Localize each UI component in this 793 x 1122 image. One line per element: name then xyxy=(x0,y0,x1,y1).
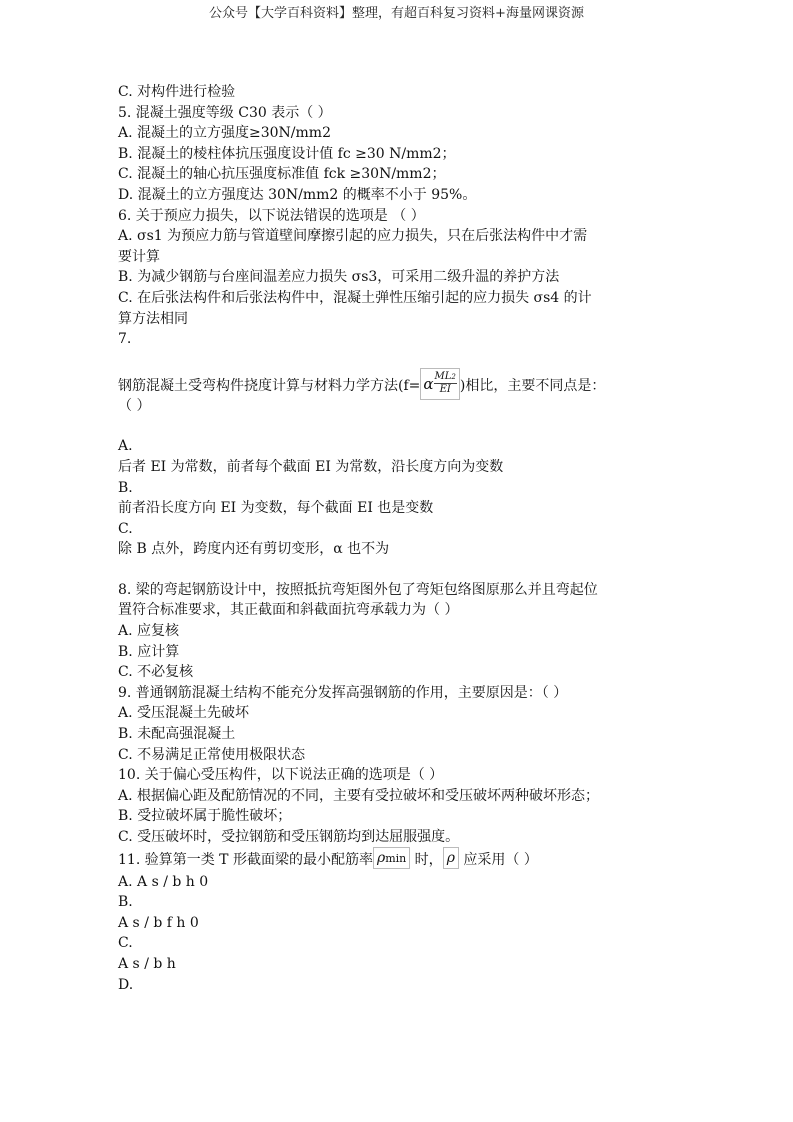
text-line: C. 对构件进行检验 xyxy=(118,84,236,100)
fraction-numerator: $ML^2$ xyxy=(434,371,456,383)
question-5: 5. 混凝土强度等级 C30 表示（ ） xyxy=(118,104,332,121)
option-label: C. xyxy=(118,935,133,952)
document-body xyxy=(118,82,678,995)
option-line: B. 受拉破坏属于脆性破坏； xyxy=(118,808,292,825)
option-line: B. 为减少钢筋与台座间温差应力损失 σs3，可采用二级升温的养护方法 xyxy=(118,269,560,286)
question-10: 10. 关于偏心受压构件，以下说法正确的选项是（ ） xyxy=(118,767,444,784)
option-line-cont: 要计算 xyxy=(118,248,160,265)
spacer xyxy=(118,350,678,370)
fraction-denominator: EI xyxy=(439,384,451,396)
question-7 xyxy=(118,370,678,402)
rho-symbol: ρ xyxy=(443,847,459,869)
q11-text-after: 应采用（ ） xyxy=(458,851,538,868)
question-8-cont: 置符合标准要求，其正截面和斜截面抗弯承载力为（ ） xyxy=(118,602,459,619)
spacer xyxy=(118,560,678,580)
option-label: D. xyxy=(118,976,134,993)
question-11-options xyxy=(118,872,678,996)
q7-text-before: 钢筋混凝土受弯构件挠度计算与材料力学方法(f= xyxy=(118,377,421,394)
option-text: 后者 EI 为常数，前者每个截面 EI 为常数，沿长度方向为变数 xyxy=(118,458,504,475)
option-text: 除 B 点外，跨度内还有剪切变形，α 也不为 xyxy=(118,541,390,558)
option-line: C. 不必复核 xyxy=(118,664,194,681)
option-label: B. xyxy=(118,894,133,911)
q7-text-after: )相比，主要不同点是： xyxy=(459,377,606,394)
question-block-4-6 xyxy=(118,82,678,350)
question-7-options xyxy=(118,436,678,560)
question-block-8-10 xyxy=(118,580,678,848)
option-line: A. σs1 为预应力筋与管道壁间摩擦引起的应力损失，只在后张法构件中才需 xyxy=(118,228,588,245)
option-line: D. 混凝土的立方强度达 30N/mm2 的概率不小于 95%。 xyxy=(118,186,477,203)
page-header: 公众号【大学百科资料】整理，有超百科复习资料+海量网课资源 xyxy=(209,6,584,21)
option-text: A s / b h xyxy=(118,955,176,972)
q7-bracket: （ ） xyxy=(118,397,151,414)
deflection-formula xyxy=(420,368,460,400)
alpha-symbol: α xyxy=(423,374,434,393)
fraction xyxy=(434,371,457,396)
question-8: 8. 梁的弯起钢筋设计中，按照抵抗弯矩图外包了弯矩包络图原那么并且弯起位 xyxy=(118,581,598,598)
option-label: B. xyxy=(118,479,133,496)
question-7-number: 7. xyxy=(118,331,132,348)
option-line-cont: 算方法相同 xyxy=(118,310,188,327)
option-line: C. 混凝土的轴心抗压强度标准值 fck ≥30N/mm2； xyxy=(118,166,446,183)
option-line: A. 应复核 xyxy=(118,623,180,640)
option-line: A. 受压混凝土先破坏 xyxy=(118,705,250,722)
option-label: C. xyxy=(118,520,133,537)
option-line: A. 根据偏心距及配筋情况的不同，主要有受拉破坏和受压破坏两种破坏形态； xyxy=(118,787,600,804)
option-line: B. 未配高强混凝土 xyxy=(118,726,236,743)
option-label: A. xyxy=(118,438,133,455)
option-text: 前者沿长度方向 EI 为变数，每个截面 EI 也是变数 xyxy=(118,500,434,517)
rho-min-symbol: ρmin xyxy=(373,847,410,869)
option-line: C. 不易满足正常使用极限状态 xyxy=(118,746,306,763)
q11-text-before: 11. 验算第一类 T 形截面梁的最小配筋率 xyxy=(118,851,373,868)
question-6: 6. 关于预应力损失，以下说法错误的选项是 （ ） xyxy=(118,207,425,224)
option-line: A. 混凝土的立方强度≥30N/mm2 xyxy=(118,125,331,142)
spacer xyxy=(118,416,678,436)
q11-text-middle: 时， xyxy=(410,851,443,868)
option-line: C. 受压破坏时，受拉钢筋和受压钢筋均到达屈服强度。 xyxy=(118,829,460,845)
option-line: B. 混凝土的棱柱体抗压强度设计值 fc ≥30 N/mm2； xyxy=(118,145,456,162)
question-11 xyxy=(118,848,678,872)
option-line: A. A s / b h 0 xyxy=(118,873,209,890)
question-9: 9. 普通钢筋混凝土结构不能充分发挥高强钢筋的作用，主要原因是：（ ） xyxy=(118,684,568,701)
option-line: C. 在后张法构件和后张法构件中，混凝土弹性压缩引起的应力损失 σs4 的计 xyxy=(118,289,592,306)
option-text: A s / b f h 0 xyxy=(118,914,199,931)
option-line: B. 应计算 xyxy=(118,643,180,660)
